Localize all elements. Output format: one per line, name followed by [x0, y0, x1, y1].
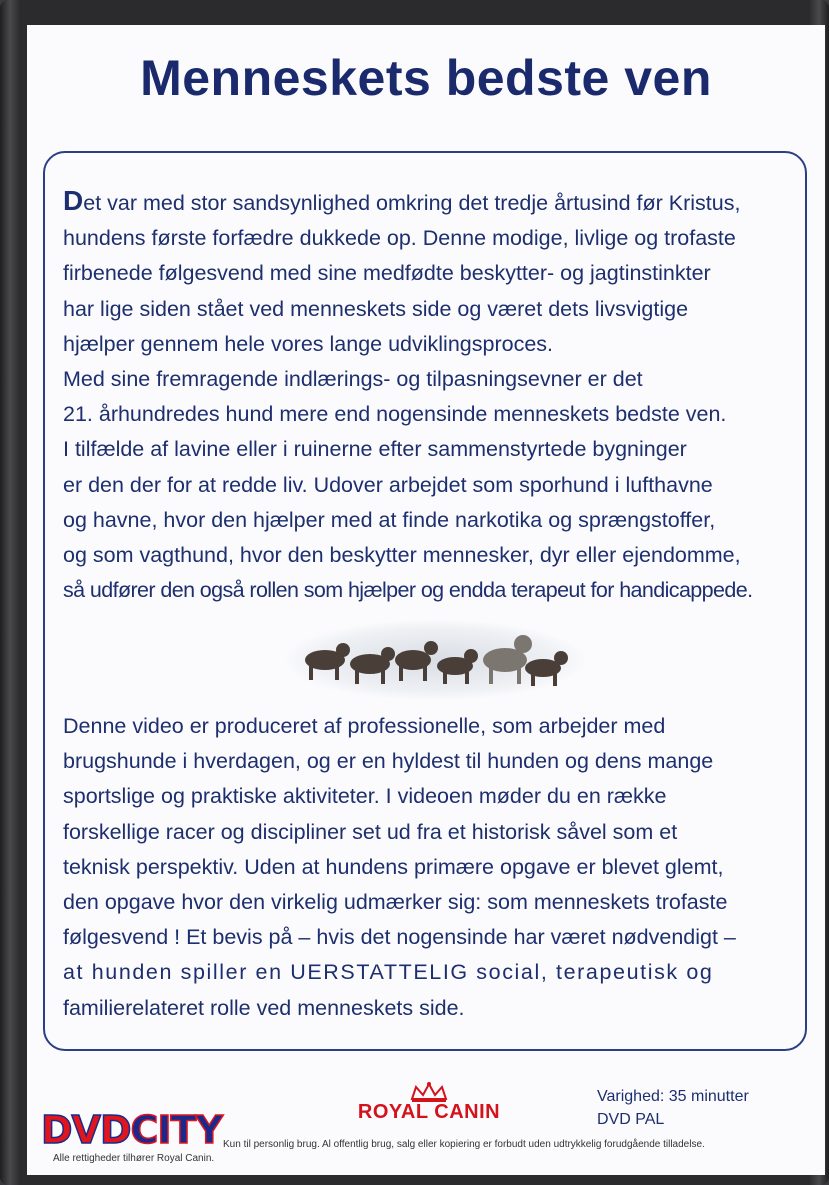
text-line: har lige siden stået ved menneskets side og været dets livsvigtige: [63, 296, 689, 321]
text-line: Med sine fremragende indlærings- og tilpasningsevner er det: [63, 367, 643, 392]
legal-notice: Kun til personlig brug. Al offentlig brug, salg eller kopiering er forbudt uden udtrykkelig forudgående tilladelse.: [223, 1139, 705, 1150]
text-line: og som vagthund, hvor den beskytter mennesker, dyr eller ejendomme,: [63, 543, 741, 568]
format-label: DVD PAL: [597, 1111, 665, 1128]
back-cover: [27, 25, 825, 1175]
page-title: Menneskets bedste ven: [140, 50, 712, 106]
text-line: den opgave hvor den virkelig udmærker sig: som menneskets trofaste: [63, 890, 728, 915]
text-line: forskellige racer og discipliner set ud fra et historisk såvel som et: [63, 819, 678, 844]
text-line: brugshunde i hverdagen, og er en hyldest til hunden og dens mange: [63, 749, 714, 774]
duration-label: Varighed: 35 minutter: [597, 1088, 749, 1105]
logo-text: ROYAL CANIN: [357, 1101, 501, 1123]
description-panel: [43, 151, 807, 1051]
sled-dogs-illustration: [285, 620, 585, 700]
description-paragraph-2: [63, 709, 791, 1026]
text-line: er den der for at redde liv. Udover arbejdet som sporhund i lufthavne: [63, 472, 713, 497]
watermark-part-1: DVD: [41, 1108, 131, 1152]
dropcap-letter: D: [63, 185, 84, 216]
text-line: og havne, hvor den hjælper med at finde narkotika og sprængstoffer,: [63, 507, 716, 532]
text-line: familierelateret rolle ved menneskets side.: [63, 995, 465, 1020]
crown-icon: [408, 1081, 450, 1103]
text-line: firbenede følgesvend med sine medfødte beskytter- og jagtinstinkter: [63, 261, 711, 286]
text-line: 21. århundredes hund mere end nogensinde menneskets bedste ven.: [63, 402, 727, 427]
rights-notice: Alle rettigheder tilhører Royal Canin.: [53, 1153, 215, 1164]
text-line: sportslige og praktiske aktiviteter. I videoen møder du en række: [63, 784, 667, 809]
text-line: at hunden spiller en UERSTATTELIG social, terapeutisk og: [63, 960, 714, 985]
text-line: I tilfælde af lavine eller i ruinerne efter sammenstyrtede bygninger: [63, 437, 687, 462]
text-line: Denne video er produceret af professionelle, som arbejder med: [63, 714, 666, 738]
dvd-info: [597, 1085, 749, 1131]
text-line: hjælper gennem hele vores lange udviklingsproces.: [63, 331, 554, 356]
watermark-part-2: CITY: [130, 1108, 222, 1152]
text-line: følgesvend ! Et bevis på – hvis det nogensinde har været nødvendigt –: [63, 925, 736, 950]
text-line: hundens første forfædre dukkede op. Denne modige, livlige og trofaste: [63, 226, 736, 251]
sled-dogs-image: [285, 620, 585, 700]
dvdcity-watermark: [41, 1108, 222, 1152]
text-line: så udfører den også rollen som hjælper og endda terapeut for handicappede.: [63, 578, 753, 603]
text-line: teknisk perspektiv. Uden at hundens primære opgave er blevet glemt,: [63, 854, 724, 879]
text-line: et var med stor sandsynlighed omkring det tredje årtusind før Kristus,: [83, 191, 741, 215]
royal-canin-logo: [349, 1081, 509, 1124]
description-paragraph-1: [63, 183, 791, 608]
